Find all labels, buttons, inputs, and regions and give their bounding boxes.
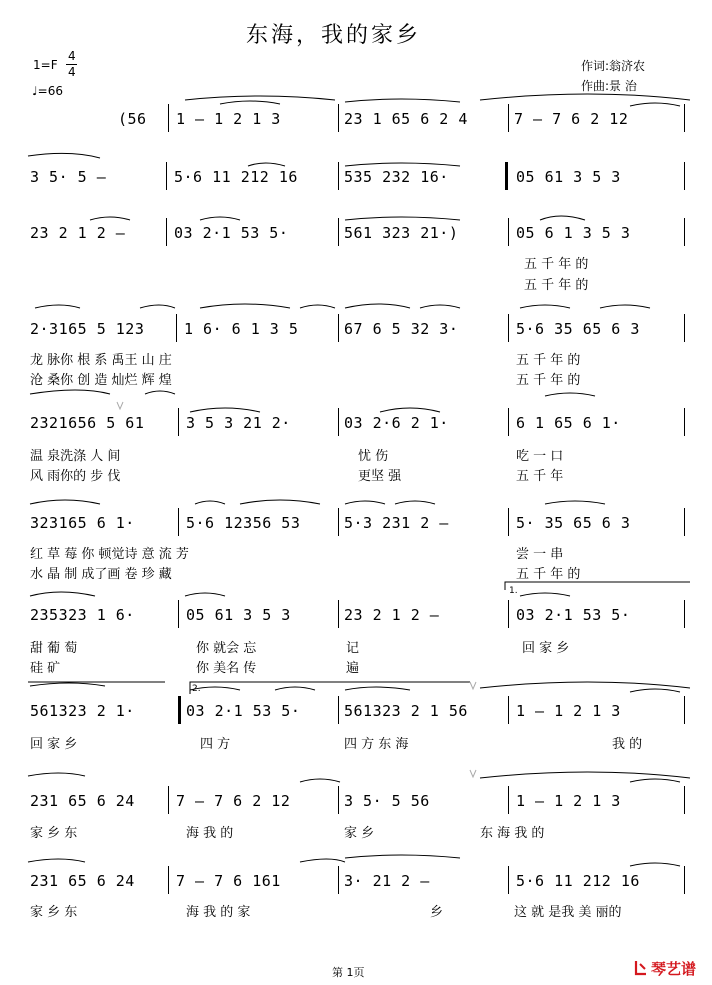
slur-arc — [545, 501, 605, 504]
barline — [684, 218, 685, 246]
measure: 6 1 65 6 1· — [516, 414, 621, 432]
slur-arc — [540, 216, 585, 220]
slur-arc — [185, 593, 225, 596]
time-signature-top: 4 — [68, 49, 76, 63]
lyric-line-2: 你 美名 传 — [196, 661, 257, 676]
slur-arc — [28, 859, 85, 862]
lyric-line-2: 风 雨你的 步 伐 — [30, 469, 121, 484]
repeat-end-barline — [178, 696, 181, 724]
lyric-line-2: 遍 — [346, 661, 360, 676]
barline — [508, 696, 509, 724]
volta-1-bracket — [505, 582, 690, 590]
measure: 561323 2 1· — [30, 702, 135, 720]
measure: (56 — [118, 110, 147, 128]
barline — [508, 508, 509, 536]
measure: 5·6 35 65 6 3 — [516, 320, 640, 338]
slur-arc — [600, 305, 650, 308]
time-signature-bottom: 4 — [68, 65, 76, 79]
measure: 03 2·1 53 5· — [516, 606, 631, 624]
lyric-line-1: 这 就 是我 美 丽的 — [514, 905, 622, 920]
barline — [508, 104, 509, 132]
lyric-line-1: 红 草 莓 你 顿觉诗 意 流 芳 — [30, 547, 189, 562]
slur-arc — [30, 500, 100, 504]
slur-arc — [240, 500, 320, 504]
barline — [338, 162, 339, 190]
breath-mark — [470, 682, 476, 689]
measure: 67 6 5 32 3· — [344, 320, 459, 338]
barline — [166, 218, 167, 246]
slur-arc — [300, 305, 335, 308]
lyric-line-1: 尝 一 串 — [516, 547, 564, 562]
measure: 1 – 1 2 1 3 — [516, 702, 621, 720]
measure: 561323 2 1 56 — [344, 702, 468, 720]
barline — [166, 162, 167, 190]
lyric-line-2: 五 千 年 的 — [516, 567, 581, 582]
barline — [178, 600, 179, 628]
measure: 5·6 11 212 16 — [174, 168, 298, 186]
barline — [684, 786, 685, 814]
measure: 5·6 12356 53 — [186, 514, 301, 532]
measure: 5· 35 65 6 3 — [516, 514, 631, 532]
slur-arc — [520, 305, 570, 308]
barline — [338, 786, 339, 814]
slur-arc — [380, 408, 440, 412]
lyric-line-1: 四 方 东 海 — [344, 737, 409, 752]
key-signature: 1=F — [33, 58, 58, 72]
measure: 23 2 1 2 – — [30, 224, 126, 242]
measure: 03 2·6 2 1· — [344, 414, 449, 432]
slur-arc — [190, 408, 260, 412]
measure: 05 61 3 5 3 — [186, 606, 291, 624]
slur-arc — [395, 501, 435, 504]
measure: 1 – 1 2 1 3 — [176, 110, 281, 128]
slur-arc — [520, 593, 570, 596]
measure: 3 5· 5 56 — [344, 792, 430, 810]
slur-arc — [630, 779, 680, 782]
measure: 3 5· 5 – — [30, 168, 107, 186]
tie-arc — [480, 682, 690, 688]
slur-arc — [345, 99, 460, 102]
barline — [684, 600, 685, 628]
barline — [178, 408, 179, 436]
logo-icon — [634, 960, 648, 976]
breath-mark — [117, 402, 123, 409]
slur-arc — [275, 687, 315, 690]
volta-1-label: 1. — [509, 586, 518, 596]
measure: 23 2 1 2 – — [344, 606, 440, 624]
slur-arc — [248, 163, 285, 166]
lyric-line-1: 忧 伤 — [358, 449, 389, 464]
slur-arc — [220, 101, 280, 104]
barline — [338, 218, 339, 246]
barline — [168, 104, 169, 132]
tie-arc — [185, 96, 335, 100]
slur-arc — [300, 859, 345, 862]
measure: 1 – 1 2 1 3 — [516, 792, 621, 810]
measure: 05 6 1 3 5 3 — [516, 224, 631, 242]
measure: 2·3165 5 123 — [30, 320, 145, 338]
slur-arc — [30, 390, 110, 394]
measure: 05 61 3 5 3 — [516, 168, 621, 186]
repeat-start-barline — [505, 162, 508, 190]
lyric-line-1: 甜 葡 萄 — [30, 641, 78, 656]
barline — [684, 508, 685, 536]
breath-mark — [470, 770, 476, 777]
lyric-line-2: 硅 矿 — [30, 661, 61, 676]
tie-arc — [480, 94, 690, 100]
slur-arc — [195, 501, 225, 504]
measure: 5·6 11 212 16 — [516, 872, 640, 890]
slur-arc — [630, 103, 680, 106]
measure: 7 – 7 6 2 12 — [514, 110, 629, 128]
slur-arc — [200, 217, 240, 220]
measure: 1 6· 6 1 3 5 — [184, 320, 299, 338]
barline — [338, 866, 339, 894]
logo-text: 琴艺谱 — [651, 960, 697, 978]
measure: 3· 21 2 – — [344, 872, 430, 890]
measure: 2321656 5 61 — [30, 414, 145, 432]
slur-arc — [140, 305, 175, 308]
slur-arc — [35, 305, 80, 308]
lyric-line-2: 五 千 年 的 — [524, 278, 589, 293]
slur-arc — [420, 305, 460, 308]
measure: 5·3 231 2 – — [344, 514, 449, 532]
lyric-line-1: 你 就会 忘 — [196, 641, 257, 656]
composer-credit: 作曲:景 治 — [581, 79, 637, 93]
site-logo — [634, 958, 696, 979]
barline — [176, 314, 177, 342]
volta-2-bracket — [190, 682, 470, 694]
tie-arc — [28, 153, 100, 158]
barline — [684, 104, 685, 132]
lyric-line-1: 回 家 乡 — [522, 641, 570, 656]
barline — [684, 866, 685, 894]
slur-arc — [200, 304, 290, 308]
measure: 235323 1 6· — [30, 606, 135, 624]
lyric-line-1: 回 家 乡 — [30, 737, 78, 752]
barline — [338, 508, 339, 536]
tempo-marking: ♩=66 — [32, 84, 63, 98]
lyric-line-1: 温 泉洗涤 人 间 — [30, 449, 121, 464]
slur-arc — [300, 779, 340, 782]
slur-arc — [30, 592, 95, 596]
lyric-line-2: 五 千 年 — [516, 469, 564, 484]
barline — [168, 786, 169, 814]
lyric-line-1: 海 我 的 家 — [186, 905, 251, 920]
measure: 7 – 7 6 2 12 — [176, 792, 291, 810]
slur-arc — [145, 391, 175, 394]
slur-arc — [630, 863, 680, 866]
measure: 323165 6 1· — [30, 514, 135, 532]
lyric-line-1: 家 乡 东 — [30, 905, 78, 920]
tie-arc — [480, 772, 690, 778]
barline — [338, 600, 339, 628]
lyric-line-1: 东 海 我 的 — [480, 826, 545, 841]
lyric-line-2: 五 千 年 的 — [516, 373, 581, 388]
lyric-line-1: 吃 一 口 — [516, 449, 564, 464]
measure: 231 65 6 24 — [30, 872, 135, 890]
lyric-line-1: 记 — [346, 641, 360, 656]
lyric-line-1: 海 我 的 — [186, 826, 234, 841]
slur-arc — [345, 304, 410, 308]
slur-arc — [28, 773, 85, 776]
slur-arc — [545, 393, 595, 396]
barline — [684, 408, 685, 436]
barline — [338, 314, 339, 342]
barline — [508, 786, 509, 814]
measure: 3 5 3 21 2· — [186, 414, 291, 432]
measure: 03 2·1 53 5· — [186, 702, 301, 720]
slur-arc — [345, 687, 410, 690]
barline — [508, 314, 509, 342]
measure: 561 323 21·) — [344, 224, 459, 242]
measure: 7 – 7 6 161 — [176, 872, 281, 890]
lyricist-credit: 作词:翁济农 — [581, 59, 646, 73]
lyric-line-1: 我 的 — [612, 737, 643, 752]
lyric-line-1: 乡 — [430, 905, 444, 920]
slur-arc — [90, 217, 130, 220]
barline — [338, 408, 339, 436]
measure: 535 232 16· — [344, 168, 449, 186]
lyric-line-2: 水 晶 制 成了画 卷 珍 藏 — [30, 567, 172, 582]
barline — [508, 866, 509, 894]
barline — [508, 600, 509, 628]
measure: 23 1 65 6 2 4 — [344, 110, 468, 128]
volta-2-label: 2. — [192, 684, 201, 694]
barline — [338, 104, 339, 132]
lyric-line-1: 四 方 — [200, 737, 231, 752]
slur-arc — [345, 163, 460, 166]
lyric-line-1: 五 千 年 的 — [524, 257, 589, 272]
barline — [508, 218, 509, 246]
measure: 03 2·1 53 5· — [174, 224, 289, 242]
barline — [684, 314, 685, 342]
slur-arc — [630, 689, 680, 692]
barline — [168, 866, 169, 894]
lyric-line-1: 龙 脉你 根 系 禹王 山 庄 — [30, 353, 172, 368]
barline — [684, 696, 685, 724]
slur-arc — [30, 683, 105, 686]
lyric-line-2: 沧 桑你 创 造 灿烂 辉 煌 — [30, 373, 172, 388]
barline — [508, 408, 509, 436]
page-number: 第 1页 — [332, 966, 365, 979]
lyric-line-1: 家 乡 东 — [30, 826, 78, 841]
lyric-line-1: 五 千 年 的 — [516, 353, 581, 368]
slur-arc — [345, 501, 385, 504]
slur-arc — [345, 855, 460, 858]
lyric-line-1: 家 乡 — [344, 826, 375, 841]
barline — [178, 508, 179, 536]
slur-arc — [345, 217, 460, 220]
page-title: 东海，我的家乡 — [246, 23, 422, 48]
lyric-line-2: 更坚 强 — [358, 469, 402, 484]
barline — [338, 696, 339, 724]
barline — [684, 162, 685, 190]
measure: 231 65 6 24 — [30, 792, 135, 810]
